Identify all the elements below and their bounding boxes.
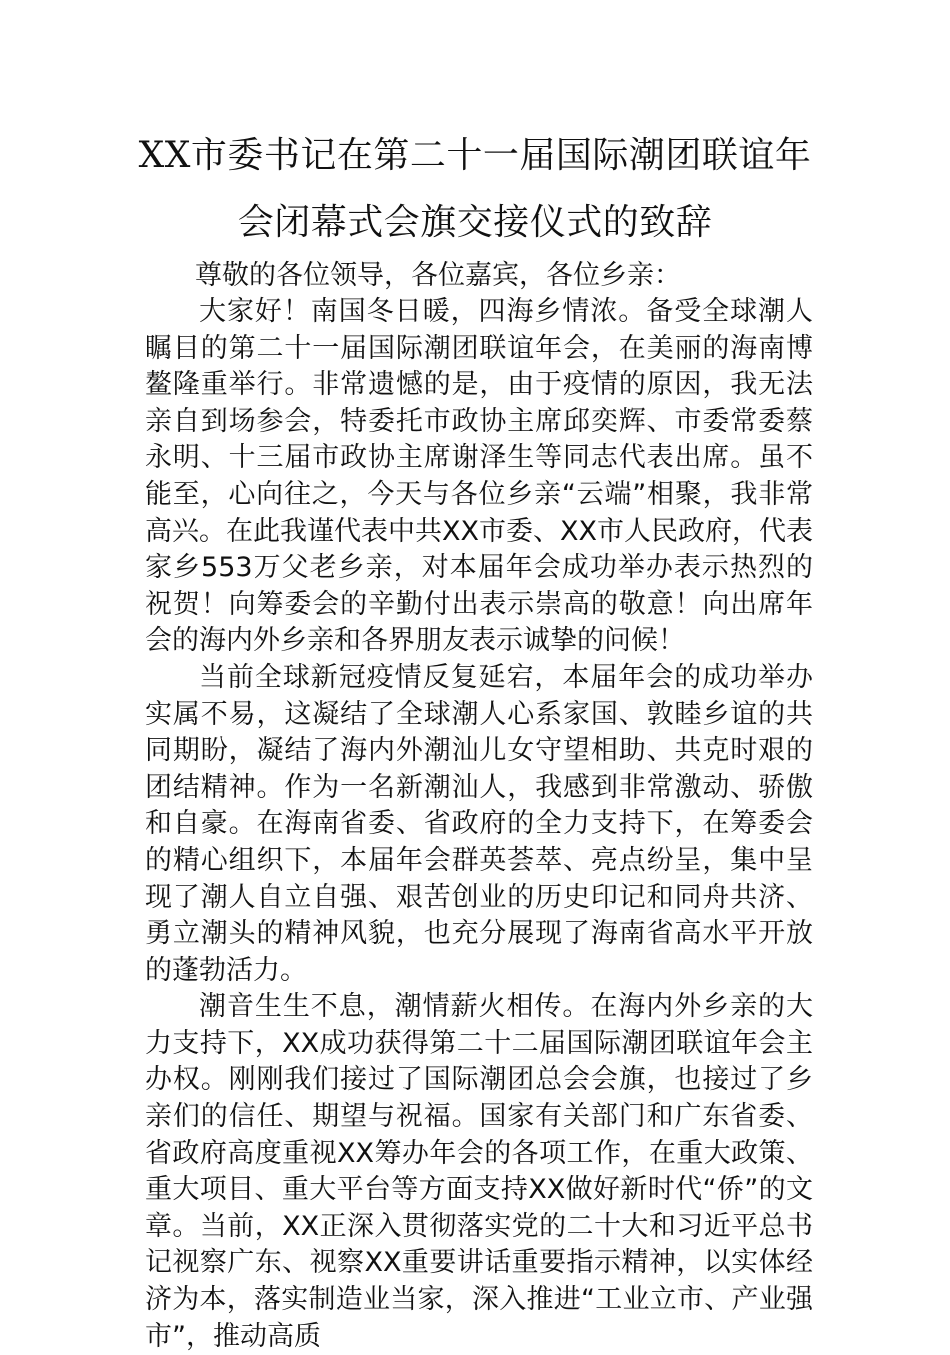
paragraph-greeting: 大家好！南国冬日暖，四海乡情浓。备受全球潮人瞩目的第二十一届国际潮团联谊年会，在美丽的海南博鳌隆重举行。非常遗憾的是，由于疫情的原因，我无法亲自到场参会，特委托市政协主席邱奕辉、市委常委蔡永明、十三届市政协主席谢泽生等同志代表出席。虽不能至，心向往之，今天与各位乡亲“云端”相聚，我非常高兴。在此我谨代表中共XX市委、XX市人民政府，代表家乡553万父老乡亲，对本届年会成功举办表示热烈的祝贺！向筹委会的辛勤付出表示崇高的敬意！向出席年会的海内外乡亲和各界朋友表示诚挚的问候！ xyxy=(145,296,813,657)
document-title-line-1: XX市委书记在第二十一届国际潮团联谊年 xyxy=(138,135,812,176)
speech-body xyxy=(145,294,813,1355)
paragraph-pandemic: 当前全球新冠疫情反复延宕，本届年会的成功举办实属不易，这凝结了全球潮人心系家国、敦睦乡谊的共同期盼，凝结了海内外潮汕儿女守望相助、共克时艰的团结精神。作为一名新潮汕人，我感到非常激动、骄傲和自豪。在海南省委、省政府的全力支持下，在筹委会的精心组织下，本届年会群英荟萃、亮点纷呈，集中呈现了潮人自立自强、艰苦创业的历史印记和同舟共济、勇立潮头的精神风貌，也充分展现了海南省高水平开放的蓬勃活力。 xyxy=(145,661,813,986)
document-title-line-2: 会闭幕式会旗交接仪式的致辞 xyxy=(237,202,713,243)
salutation: 尊敬的各位领导，各位嘉宾，各位乡亲： xyxy=(195,260,681,291)
salutation-block xyxy=(145,258,813,295)
paragraph-hosting: 潮音生生不息，潮情薪火相传。在海内外乡亲的大力支持下，XX成功获得第二十二届国际潮团联谊年会主办权。刚刚我们接过了国际潮团总会会旗，也接过了乡亲们的信任、期望与祝福。国家有关部门和广东省委、省政府高度重视XX筹办年会的各项工作，在重大政策、重大项目、重大平台等方面支持XX做好新时代“侨”的文章。当前，XX正深入贯彻落实党的二十大和习近平总书记视察广东、视察XX重要讲话重要指示精神，以实体经济为本，落实制造业当家，深入推进“工业立市、产业强市”，推动高质 xyxy=(145,991,813,1352)
